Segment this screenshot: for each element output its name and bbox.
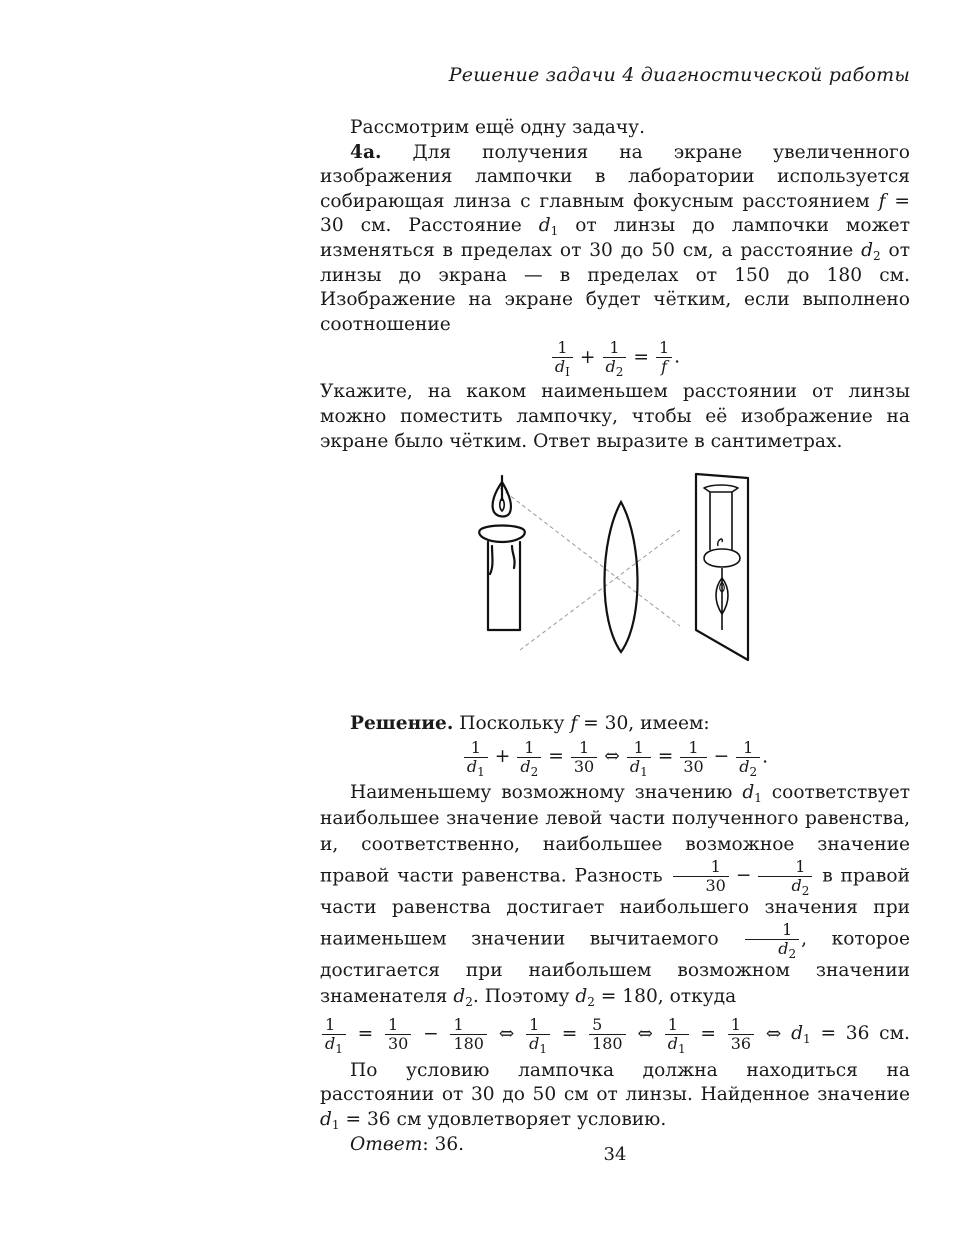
solution-text: . Поэтому — [472, 985, 570, 1007]
frac-den: 30 — [705, 875, 726, 895]
frac-1-d1 — [665, 1014, 689, 1056]
frac-num: 1 — [673, 858, 729, 877]
frac-num: 1 — [526, 1016, 550, 1035]
frac-den: 30 — [387, 1033, 409, 1053]
den-sub: 1 — [477, 764, 485, 779]
frac-num: 1 — [736, 739, 760, 758]
answer-label: Ответ — [350, 1133, 423, 1155]
frac-num: 1 — [571, 739, 597, 758]
sub-1: 1 — [331, 1117, 340, 1132]
solution-lead-text: Поскольку — [459, 713, 565, 735]
frac-1-d1 — [322, 1014, 346, 1056]
solution-paragraph-1 — [320, 780, 910, 1010]
solution-text: соответствует наибольшее значение левой части полученного равенства, и, соответственно, наибольшее возможное значение правой части равенства. Разность — [320, 781, 910, 887]
frac-1-d2 — [758, 856, 812, 898]
den-sub: 1 — [677, 1041, 686, 1056]
op-minus: − — [423, 1023, 439, 1045]
frac-den: 30 — [573, 756, 595, 776]
op-minus: − — [735, 865, 752, 887]
sub-2: 2 — [587, 994, 595, 1009]
sub-1: 1 — [803, 1032, 811, 1047]
op-eq: = — [548, 746, 564, 768]
frac-num: 1 — [517, 739, 541, 758]
den-d: d — [791, 875, 802, 895]
frac-num: 1 — [627, 739, 651, 758]
frac-5-180 — [589, 1016, 626, 1053]
op-eq: = — [657, 746, 674, 768]
solution-text: Наименьшему возможному значению — [350, 781, 733, 803]
sub-1: 1 — [550, 224, 559, 239]
problem-text-2: от линзы до лампочки может изменяться в пределах от 30 до 50 см, а расстояние — [320, 215, 910, 261]
frac-1-d1 — [526, 1014, 550, 1056]
frac-1-d1 — [552, 338, 573, 380]
var-d2: d — [575, 985, 588, 1007]
frac-num: 1 — [464, 739, 488, 758]
op-eq: = — [357, 1023, 374, 1045]
sub-1: 1 — [754, 790, 762, 805]
solution-text: , которое достигается при наибольшем возможном значении знаменателя — [320, 928, 910, 1007]
var-d2: d — [453, 985, 466, 1007]
frac-num: 1 — [745, 921, 799, 940]
frac-den — [517, 756, 541, 779]
den-d: d — [466, 756, 478, 776]
ray-line-bottom — [520, 530, 680, 650]
den-sub: 2 — [788, 946, 797, 961]
den-d: d — [667, 1033, 678, 1053]
frac-den — [627, 756, 651, 779]
problem-f-eq: = 30 см. Расстояние — [320, 190, 910, 237]
frac-num: 1 — [758, 858, 812, 877]
var-d1: d — [320, 1108, 332, 1130]
solution-text: По условию лампочка должна находиться на расстоянии от 30 до 50 см от линзы. Найденное значение — [320, 1059, 910, 1106]
frac-1-d2 — [736, 737, 760, 779]
solution-lead-eq: = 30, имеем: — [583, 713, 710, 735]
sub-2: 2 — [873, 248, 881, 263]
frac-1-d2 — [517, 737, 541, 779]
frac-den — [665, 1033, 689, 1056]
frac-den — [758, 875, 812, 898]
problem-label: 4а. — [350, 141, 382, 163]
frac-1-d2 — [745, 919, 799, 961]
op-eq: = — [561, 1023, 578, 1045]
den-d: d — [778, 938, 789, 958]
den-d: d — [325, 1033, 336, 1053]
den-sub: 2 — [801, 883, 810, 898]
equation-2 — [320, 1014, 910, 1056]
candle-illustration — [479, 476, 525, 630]
equation-1 — [320, 737, 910, 779]
den-d: d — [529, 1033, 540, 1053]
op-iff: ⇔ — [604, 746, 620, 768]
period: . — [762, 746, 769, 768]
den-d: d — [605, 357, 616, 377]
den-sub: 2 — [615, 365, 624, 380]
frac-den: f — [661, 357, 668, 377]
frac-num: 1 — [385, 1016, 411, 1035]
frac-num: 5 — [589, 1016, 626, 1035]
den-sub: 1 — [539, 1041, 547, 1056]
den-sub: 2 — [749, 764, 758, 779]
frac-num: 1 — [665, 1016, 689, 1035]
sub-2: 2 — [465, 994, 473, 1009]
frac-den: 36 — [730, 1033, 752, 1053]
lens-formula — [320, 338, 910, 380]
den-sub: I — [565, 365, 570, 380]
lens-illustration — [604, 502, 637, 652]
frac-num: 1 — [656, 339, 672, 358]
op-plus: + — [579, 346, 596, 368]
frac-num: 1 — [680, 739, 706, 758]
frac-num: 1 — [603, 339, 627, 358]
page-number: 34 — [603, 1144, 627, 1165]
frac-den — [603, 357, 627, 380]
op-minus: − — [713, 746, 730, 768]
frac-den — [552, 357, 573, 380]
solution-lead — [320, 712, 910, 737]
op-eq: = — [633, 346, 649, 368]
frac-1-f — [656, 339, 672, 376]
den-d: d — [554, 357, 566, 377]
result-tail: = 36 см. — [820, 1023, 910, 1045]
running-head: Решение задачи 4 диагностической работы — [448, 64, 910, 86]
den-sub: 1 — [335, 1041, 343, 1056]
op-iff: ⇔ — [498, 1023, 515, 1045]
var-d1: d — [742, 781, 755, 803]
frac-num: 1 — [552, 339, 573, 358]
solution-paragraph-2 — [320, 1059, 910, 1133]
frac-den — [745, 938, 799, 961]
screen-illustration — [696, 474, 748, 660]
ray-line-top — [500, 488, 680, 626]
var-d2: d — [861, 239, 873, 261]
frac-1-30 — [571, 739, 597, 776]
var-f: f — [570, 713, 578, 735]
frac-den — [526, 1033, 550, 1056]
solution-text: в правой части равенства достигает наибольшего значения при наименьшем значении вычитаемого — [320, 865, 910, 950]
frac-den: 180 — [453, 1033, 484, 1053]
den-d: d — [739, 756, 750, 776]
frac-1-36 — [728, 1016, 754, 1053]
frac-1-30 — [385, 1016, 411, 1053]
var-f: f — [878, 190, 886, 212]
frac-den: 30 — [683, 756, 704, 776]
frac-1-d1 — [627, 737, 651, 779]
period: . — [674, 346, 681, 368]
problem-text-1: Для получения на экране увеличенного изображения лампочки в лаборатории используется собирающая линза с главным фокусным расстоянием — [320, 141, 910, 212]
solution-text: = 36 см удовлетворяет условию. — [345, 1108, 667, 1130]
solution-text: = 180, откуда — [600, 985, 737, 1007]
op-iff: ⇔ — [765, 1023, 782, 1045]
var-d1: d — [538, 215, 551, 237]
op-iff: ⇔ — [637, 1023, 653, 1045]
solution-label: Решение. — [350, 713, 454, 735]
frac-num: 1 — [450, 1016, 487, 1035]
answer-value: : 36. — [422, 1133, 465, 1155]
frac-1-d2 — [603, 338, 627, 380]
den-d: d — [629, 756, 641, 776]
page-content — [320, 116, 910, 1157]
frac-1-180 — [450, 1016, 487, 1053]
frac-1-d1 — [464, 737, 488, 779]
frac-1-30 — [680, 739, 706, 776]
frac-den — [464, 756, 488, 779]
frac-den: 180 — [592, 1033, 623, 1053]
frac-den — [736, 756, 760, 779]
op-plus: + — [494, 746, 511, 768]
den-sub: 2 — [530, 764, 539, 779]
frac-num: 1 — [322, 1016, 346, 1035]
problem-text-3: от линзы до экрана — в пределах от 150 до 180 см. Изображение на экране будет чётким, если выполнено соотношение — [320, 239, 910, 335]
intro-line: Рассмотрим ещё одну задачу. — [350, 117, 646, 138]
optics-figure — [320, 470, 910, 702]
frac-den — [322, 1033, 346, 1056]
frac-1-30 — [673, 858, 729, 895]
den-sub: 1 — [640, 764, 648, 779]
var-d1: d — [791, 1023, 804, 1045]
frac-num: 1 — [728, 1016, 754, 1035]
op-eq: = — [700, 1023, 716, 1045]
problem-statement — [320, 141, 910, 338]
den-d: d — [520, 756, 531, 776]
problem-question: Укажите, на каком наименьшем расстоянии от линзы можно поместить лампочку, чтобы её изображение на экране было чётким. Ответ выразите в сантиметрах. — [320, 381, 910, 452]
